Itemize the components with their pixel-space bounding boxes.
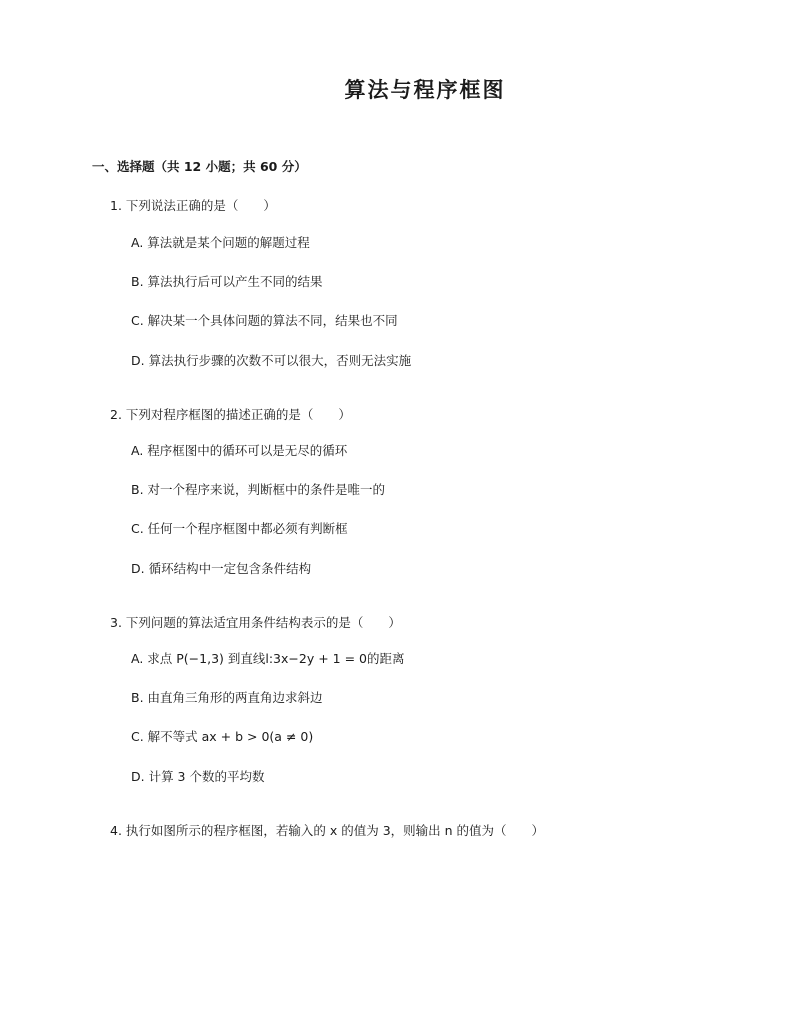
question-3-stem: 3. 下列问题的算法适宜用条件结构表示的是（ ） [110,615,401,630]
question-2-stem: 2. 下列对程序框图的描述正确的是（ ） [110,407,351,422]
question-2-option-d: D. 循环结构中一定包含条件结构 [131,561,312,576]
question-1-option-d: D. 算法执行步骤的次数不可以很大，否则无法实施 [131,353,412,368]
question-2-option-c: C. 任何一个程序框图中都必须有判断框 [131,521,348,536]
question-1-option-b: B. 算法执行后可以产生不同的结果 [131,274,323,289]
question-3-option-c: C. 解不等式 ax + b > 0(a ≠ 0) [131,729,314,744]
question-1-option-c: C. 解决某一个具体问题的算法不同，结果也不同 [131,313,398,328]
question-1-option-a: A. 算法就是某个问题的解题过程 [131,235,310,250]
section-heading: 一、选择题（共 12 小题；共 60 分） [92,159,307,174]
question-2-option-a: A. 程序框图中的循环可以是无尽的循环 [131,443,348,458]
question-4-stem: 4. 执行如图所示的程序框图，若输入的 x 的值为 3，则输出 n 的值为（ ） [110,823,545,838]
page-title: 算法与程序框图 [344,77,506,102]
question-3-option-d: D. 计算 3 个数的平均数 [131,769,265,784]
question-2-option-b: B. 对一个程序来说，判断框中的条件是唯一的 [131,482,386,497]
question-3-option-b: B. 由直角三角形的两直角边求斜边 [131,690,323,705]
question-1-stem: 1. 下列说法正确的是（ ） [110,198,276,213]
question-3-option-a: A. 求点 P(−1,3) 到直线l:3x−2y + 1 = 0的距离 [131,651,405,666]
